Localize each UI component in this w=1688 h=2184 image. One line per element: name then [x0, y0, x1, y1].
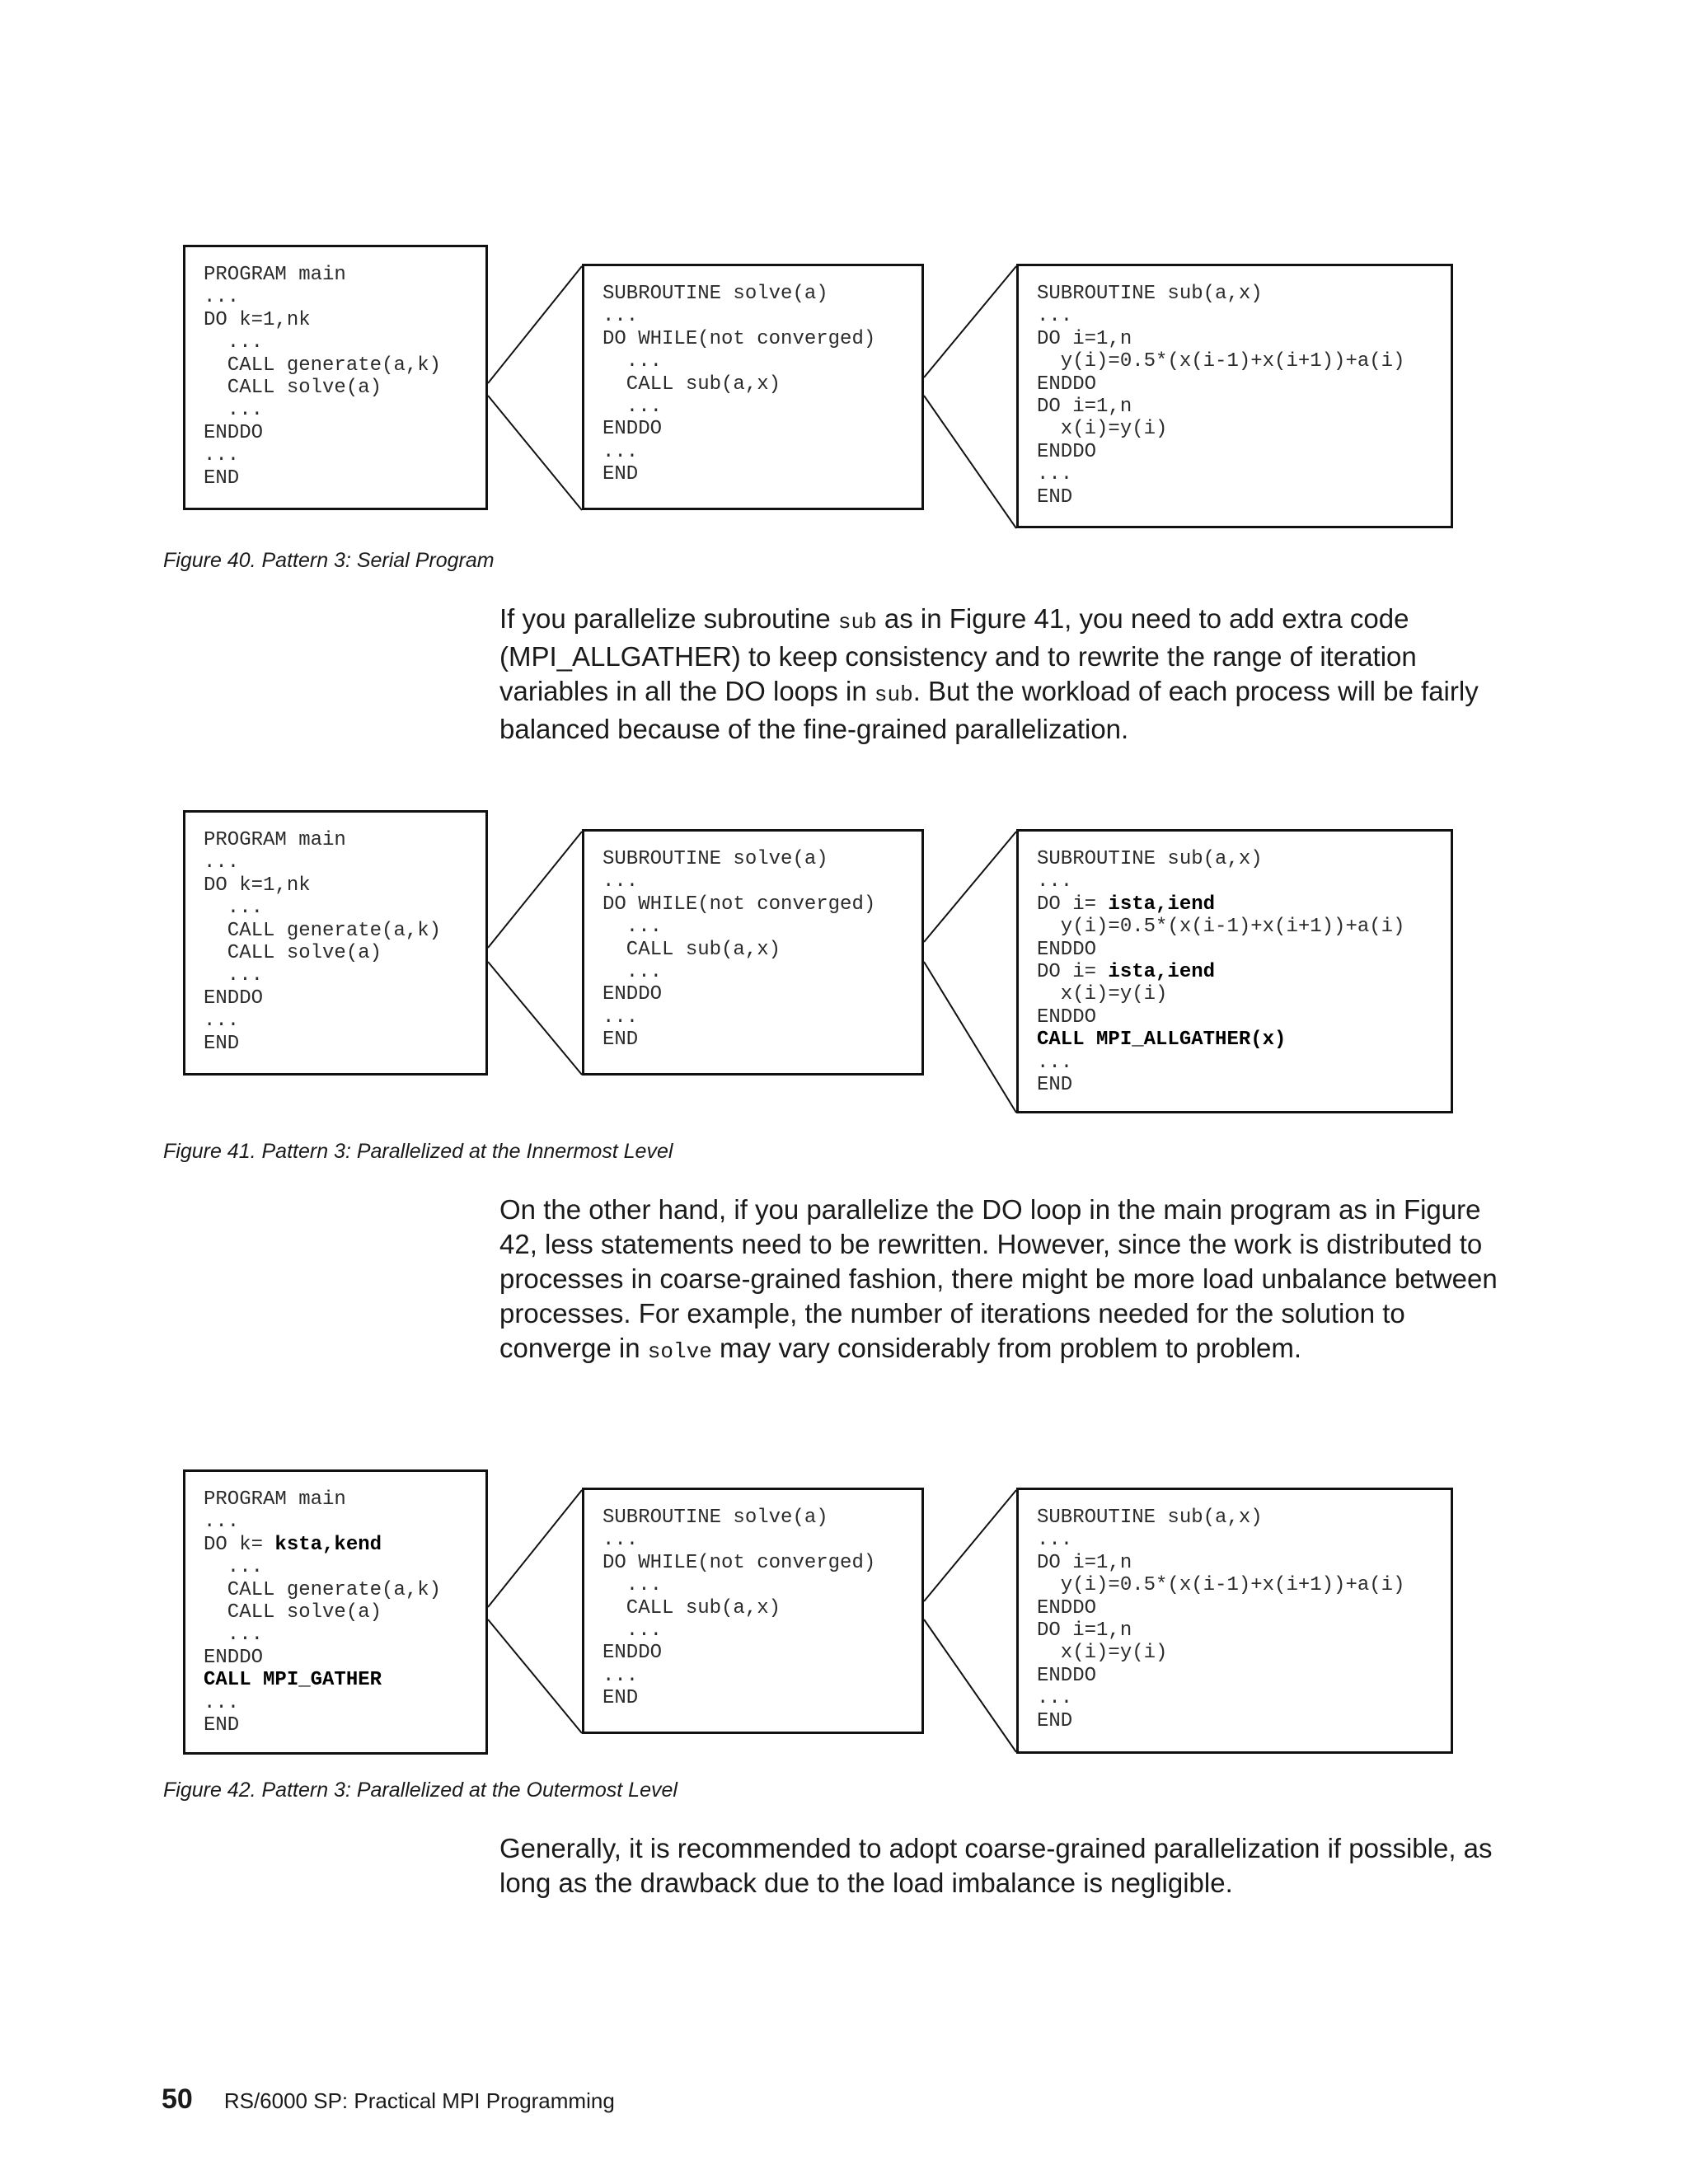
inline-code: sub	[837, 610, 877, 635]
main-program-code: PROGRAM main ... DO k=1,nk ... CALL generate(a,k) CALL solve(a) ... ENDDO ... END	[204, 829, 442, 1055]
solve-subroutine-code: SUBROUTINE solve(a) ... DO WHILE(not converged) ... CALL sub(a,x) ... ENDDO ... END	[603, 1507, 876, 1710]
inline-code: solve	[647, 1339, 712, 1364]
highlighted-code: ista,iend	[1108, 893, 1216, 916]
inline-code: sub	[874, 682, 913, 707]
solve-subroutine-box	[582, 1488, 924, 1734]
figure-caption: Figure 40. Pattern 3: Serial Program	[163, 549, 495, 572]
solve-subroutine-code: SUBROUTINE solve(a) ... DO WHILE(not converged) ... CALL sub(a,x) ... ENDDO ... END	[603, 848, 876, 1052]
paragraph-text: On the other hand, if you parallelize the DO loop in the main program as in Figure 42, less statements need to be rewritten. However, since the work is distributed to processes in coarse-grained fashion, there might be more load unbalance between processes. For example, the number of iterations needed for the solution to converge in	[499, 1194, 1498, 1363]
highlighted-code: ksta,kend	[274, 1533, 382, 1556]
paragraph-text: . But the workload of each process will be fairly balanced because of the fine-grained parallelization.	[499, 676, 1479, 744]
solve-subroutine-code: SUBROUTINE solve(a) ... DO WHILE(not converged) ... CALL sub(a,x) ... ENDDO ... END	[603, 283, 876, 486]
sub-subroutine-code: SUBROUTINE sub(a,x) ... DO i= ista,iend y(i)=0.5*(x(i-1)+x(i+1))+a(i) ENDDO DO i= ista,iend x(i)=y(i) ENDDO CALL MPI_ALLGATHER(x) ... END	[1037, 848, 1405, 1097]
paragraph-text: as in Figure 41, you need to add extra code (MPI_ALLGATHER) to keep consistency and to rewrite the range of iteration variables in all the DO loops in	[499, 603, 1417, 706]
paragraph-text: may vary considerably from problem to problem.	[711, 1333, 1302, 1363]
paragraph-text: If you parallelize subroutine	[499, 603, 838, 634]
main-program-code: PROGRAM main ... DO k=1,nk ... CALL generate(a,k) CALL solve(a) ... ENDDO ... END	[204, 264, 442, 490]
main-program-code: PROGRAM main ... DO k= ksta,kend ... CALL generate(a,k) CALL solve(a) ... ENDDO CALL MPI_GATHER ... END	[204, 1488, 442, 1737]
paragraph-3: Generally, it is recommended to adopt coarse-grained parallelization if possible, as long as the drawback due to the load imbalance is negligible.	[499, 1833, 1493, 1898]
highlighted-code: CALL MPI_GATHER	[204, 1669, 382, 1692]
sub-subroutine-code: SUBROUTINE sub(a,x) ... DO i=1,n y(i)=0.5*(x(i-1)+x(i+1))+a(i) ENDDO DO i=1,n x(i)=y(i) ENDDO ... END	[1037, 283, 1405, 509]
highlighted-code: ista,iend	[1108, 961, 1216, 984]
sub-subroutine-box	[1016, 1488, 1453, 1754]
sub-subroutine-code: SUBROUTINE sub(a,x) ... DO i=1,n y(i)=0.5*(x(i-1)+x(i+1))+a(i) ENDDO DO i=1,n x(i)=y(i) ENDDO ... END	[1037, 1507, 1405, 1732]
figure-caption: Figure 42. Pattern 3: Parallelized at the Outermost Level	[163, 1779, 678, 1802]
book-title: RS/6000 SP: Practical MPI Programming	[223, 2088, 615, 2113]
page-number: 50	[162, 2083, 193, 2115]
highlighted-code: CALL MPI_ALLGATHER(x)	[1037, 1029, 1287, 1052]
main-program-box	[183, 1469, 488, 1755]
page-footer	[162, 2083, 615, 2116]
figure-caption: Figure 41. Pattern 3: Parallelized at the Innermost Level	[163, 1140, 673, 1163]
